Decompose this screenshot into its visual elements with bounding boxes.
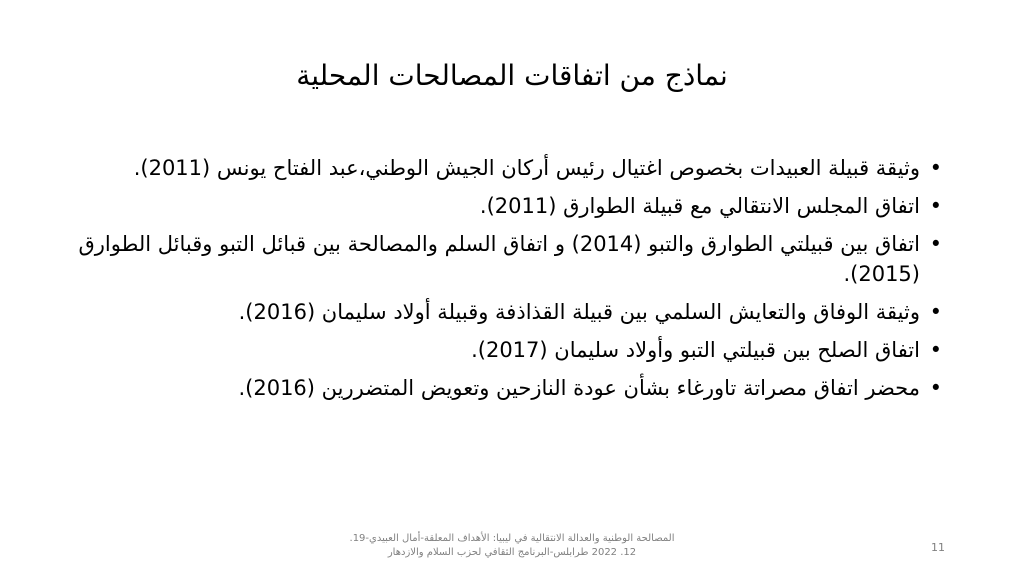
bullet-text: وثيقة قبيلة العبيدات بخصوص اغتيال رئيس أركان الجيش الوطني،عبد الفتاح يونس (2011). [133, 156, 920, 180]
bullet-list [72, 153, 942, 411]
bullet-icon: • [929, 338, 942, 362]
bullet-item [72, 153, 942, 183]
bullet-item [72, 229, 942, 289]
bullet-icon: • [929, 300, 942, 324]
bullet-text: اتفاق بين قبيلتي الطوارق والتبو (2014) و اتفاق السلم والمصالحة بين قبائل التبو وقبائل الطوارق (2015). [78, 232, 920, 286]
bullet-icon: • [929, 376, 942, 400]
bullet-text: اتفاق الصلح بين قبيلتي التبو وأولاد سليمان (2017). [471, 338, 920, 362]
footer-line-2: 12. 2022 طرابلس-البرنامج الثقافي لحزب السلام والازدهار [387, 547, 637, 558]
bullet-text: اتفاق المجلس الانتقالي مع قبيلة الطوارق (2011). [479, 194, 920, 218]
bullet-item [72, 191, 942, 221]
bullet-icon: • [929, 194, 942, 218]
bullet-icon: • [929, 156, 942, 180]
bullet-item [72, 335, 942, 365]
slide-title: نماذج من اتفاقات المصالحات المحلية [296, 59, 728, 92]
bullet-icon: • [929, 232, 942, 256]
page-number: 11 [931, 541, 945, 554]
bullet-text: وثيقة الوفاق والتعايش السلمي بين قبيلة القذاذفة وقبيلة أولاد سليمان (2016). [238, 300, 920, 324]
bullet-item [72, 297, 942, 327]
bullet-item [72, 373, 942, 403]
bullet-text: محضر اتفاق مصراتة تاورغاء بشأن عودة النازحين وتعويض المتضررين (2016). [238, 376, 920, 400]
footer-line-1: المصالحة الوطنية والعدالة الانتقالية في ليبيا: الأهداف المعلقة-أمال العبيدي-19. [349, 533, 675, 544]
slide-footer [0, 532, 1024, 560]
